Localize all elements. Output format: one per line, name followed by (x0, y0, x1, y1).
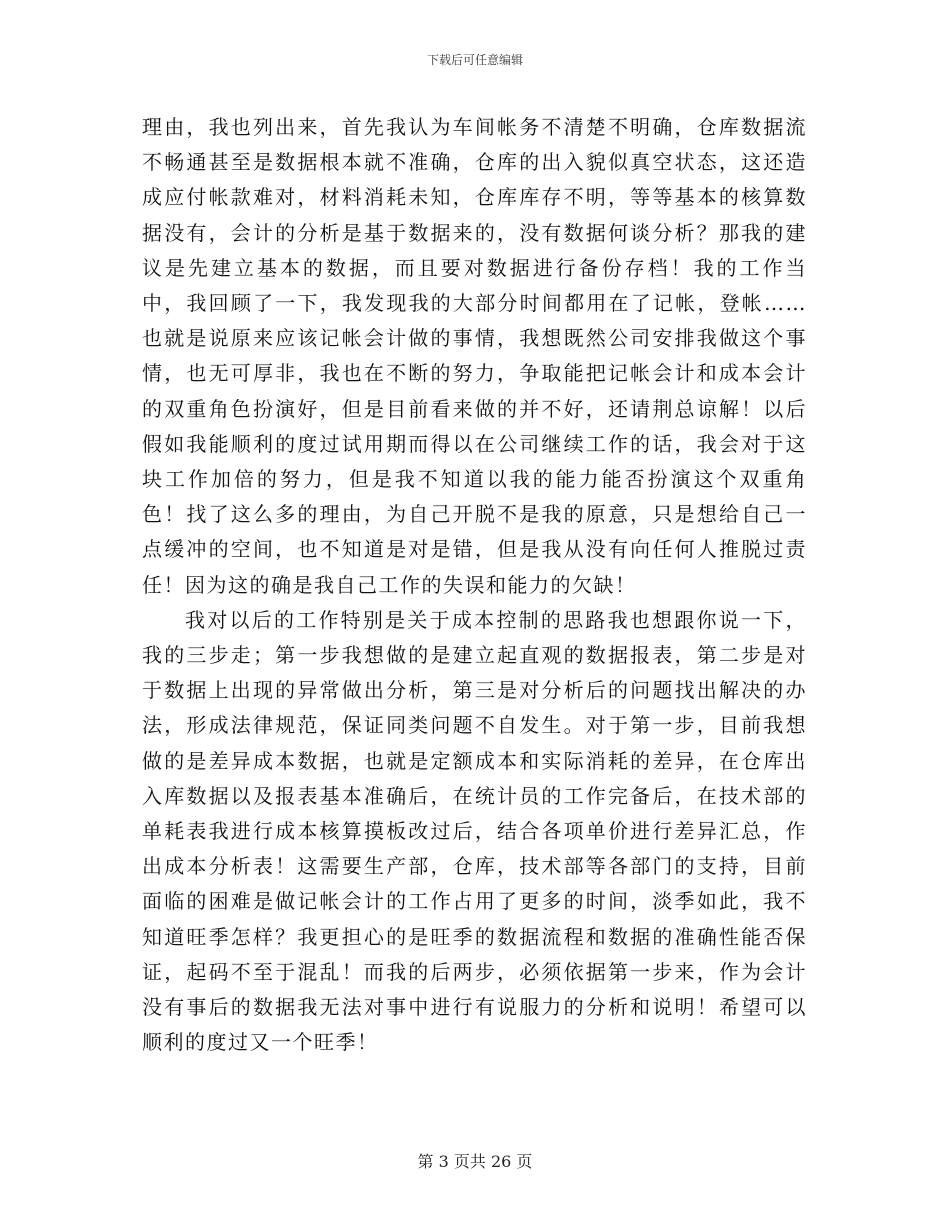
paragraph-1: 理由，我也列出来，首先我认为车间帐务不清楚不明确，仓库数据流不畅通甚至是数据根本就不准确，仓库的出入貌似真空状态，这还造成应付帐款难对，材料消耗未知，仓库库存不明，等等基本的核算数据没有，会计的分析是基于数据来的，没有数据何谈分析？那我的建议是先建立基本的数据，而且要对数据进行备份存档！我的工作当中，我回顾了一下，我发现我的大部分时间都用在了记帐，登帐……也就是说原来应该记帐会计做的事情，我想既然公司安排我做这个事情，也无可厚非，我也在不断的努力，争取能把记帐会计和成本会计的双重角色扮演好，但是目前看来做的并不好，还请荆总谅解！以后假如我能顺利的度过试用期而得以在公司继续工作的话，我会对于这块工作加倍的努力，但是我不知道以我的能力能否扮演这个双重角色！找了这么多的理由，为自己开脱不是我的原意，只是想给自己一点缓冲的空间，也不知道是对是错，但是我从没有向任何人推脱过责任！因为这的确是我自己工作的失误和能力的欠缺！ (142, 115, 807, 597)
page-header: 下载后可任意编辑 (426, 53, 523, 67)
paragraph-2: 我对以后的工作特别是关于成本控制的思路我也想跟你说一下，我的三步走；第一步我想做的是建立起直观的数据报表，第二步是对于数据上出现的异常做出分析，第三是对分析后的问题找出解决的办法，形成法律规范，保证同类问题不自发生。对于第一步，目前我想做的是差异成本数据，也就是定额成本和实际消耗的差异，在仓库出入库数据以及报表基本准确后，在统计员的工作完备后，在技术部的单耗表我进行成本核算摸板改过后，结合各项单价进行差异汇总，作出成本分析表！这需要生产部，仓库，技术部等各部门的支持，目前面临的困难是做记帐会计的工作占用了更多的时间，淡季如此，我不知道旺季怎样？我更担心的是旺季的数据流程和数据的准确性能否保证，起码不至于混乱！而我的后两步，必须依据第一步来，作为会计没有事后的数据我无法对事中进行有说服力的分析和说明！希望可以顺利的度过又一个旺季！ (142, 607, 807, 1055)
document-body (142, 110, 807, 1060)
page-number-footer: 第 3 页共 26 页 (417, 1152, 533, 1171)
